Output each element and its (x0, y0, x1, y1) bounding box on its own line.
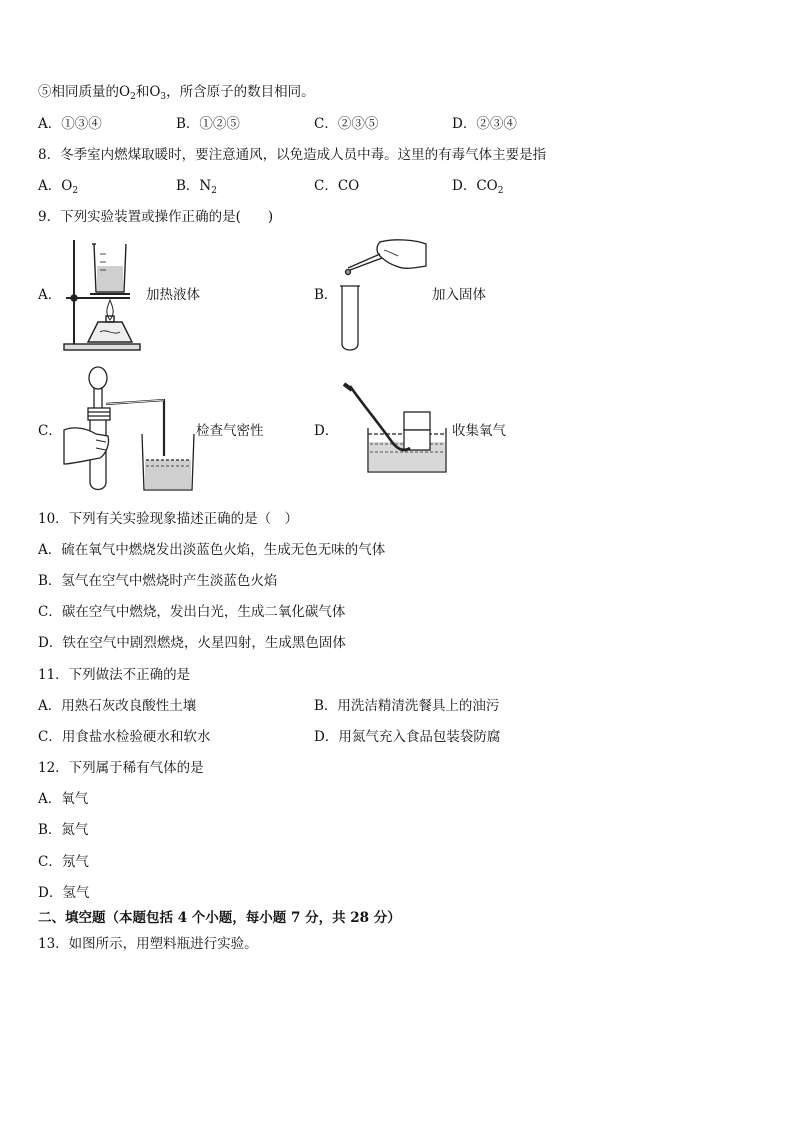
q9-option-b-caption: 加入固体 (432, 287, 486, 303)
q9-option-d-letter[interactable]: D． (314, 423, 339, 439)
q12-option-a[interactable]: A．氧气 (38, 791, 89, 807)
q9-option-c-letter[interactable]: C． (38, 423, 62, 439)
q10-option-a[interactable]: A．硫在氧气中燃烧发出淡蓝色火焰，生成无色无味的气体 (38, 542, 386, 558)
section-2-heading: 二、填空题（本题包括 4 个小题，每小题 7 分，共 28 分） (38, 910, 401, 926)
q12-stem: 12．下列属于稀有气体的是 (38, 760, 204, 776)
q11-option-b[interactable]: B．用洗洁精清洗餐具上的油污 (314, 698, 500, 714)
q7-option-c[interactable]: C．②③⑤ (314, 116, 379, 132)
q7-option-b[interactable]: B．①②⑤ (176, 116, 240, 132)
q12-option-c[interactable]: C．氖气 (38, 854, 89, 870)
q10-stem: 10．下列有关实验现象描述正确的是（ ） (38, 511, 299, 527)
q12-option-d[interactable]: D．氢气 (38, 885, 90, 901)
adding-solid-hand-figure (334, 236, 430, 354)
q9-option-a-caption: 加热液体 (146, 287, 200, 303)
q7-option-d[interactable]: D．②③④ (452, 116, 517, 132)
q11-option-c[interactable]: C．用食盐水检验硬水和软水 (38, 729, 211, 745)
q9-stem: 9．下列实验装置或操作正确的是( ) (38, 209, 274, 225)
q7-option-a[interactable]: A．①③④ (38, 116, 102, 132)
q10-option-b[interactable]: B．氢气在空气中燃烧时产生淡蓝色火焰 (38, 573, 278, 589)
q11-stem: 11．下列做法不正确的是 (38, 667, 191, 683)
heating-liquid-apparatus-figure (60, 236, 144, 354)
q9-option-c-caption: 检查气密性 (196, 423, 264, 439)
q12-option-b[interactable]: B．氮气 (38, 822, 89, 838)
q8-option-b[interactable]: B．$N_2$ (176, 178, 217, 196)
q9-option-d-caption: 收集氧气 (452, 423, 506, 439)
q9-option-a-letter[interactable]: A． (38, 287, 62, 303)
oxygen-collection-figure (336, 380, 448, 476)
q8-option-d[interactable]: D．$CO_2$ (452, 178, 504, 196)
q11-option-a[interactable]: A．用熟石灰改良酸性土壤 (38, 698, 197, 714)
q8-option-a[interactable]: A．$O_2$ (38, 178, 79, 196)
q13-stem: 13．如图所示，用塑料瓶进行实验。 (38, 936, 258, 952)
q8-option-c[interactable]: C．CO (314, 178, 360, 194)
q10-option-d[interactable]: D．铁在空气中剧烈燃烧，火星四射，生成黑色固体 (38, 635, 346, 651)
q8-stem: 8．冬季室内燃煤取暖时，要注意通风，以免造成人员中毒。这里的有毒气体主要是指 (38, 147, 547, 163)
q11-option-d[interactable]: D．用氮气充入食品包装袋防腐 (314, 729, 501, 745)
q10-option-c[interactable]: C．碳在空气中燃烧，发出白光，生成二氧化碳气体 (38, 604, 346, 620)
q7-statement-5: ⑤相同质量的$O_2$和$O_3$，所含原子的数目相同。 (38, 84, 315, 102)
airtightness-check-figure (60, 364, 196, 494)
q9-option-b-letter[interactable]: B． (314, 287, 338, 303)
